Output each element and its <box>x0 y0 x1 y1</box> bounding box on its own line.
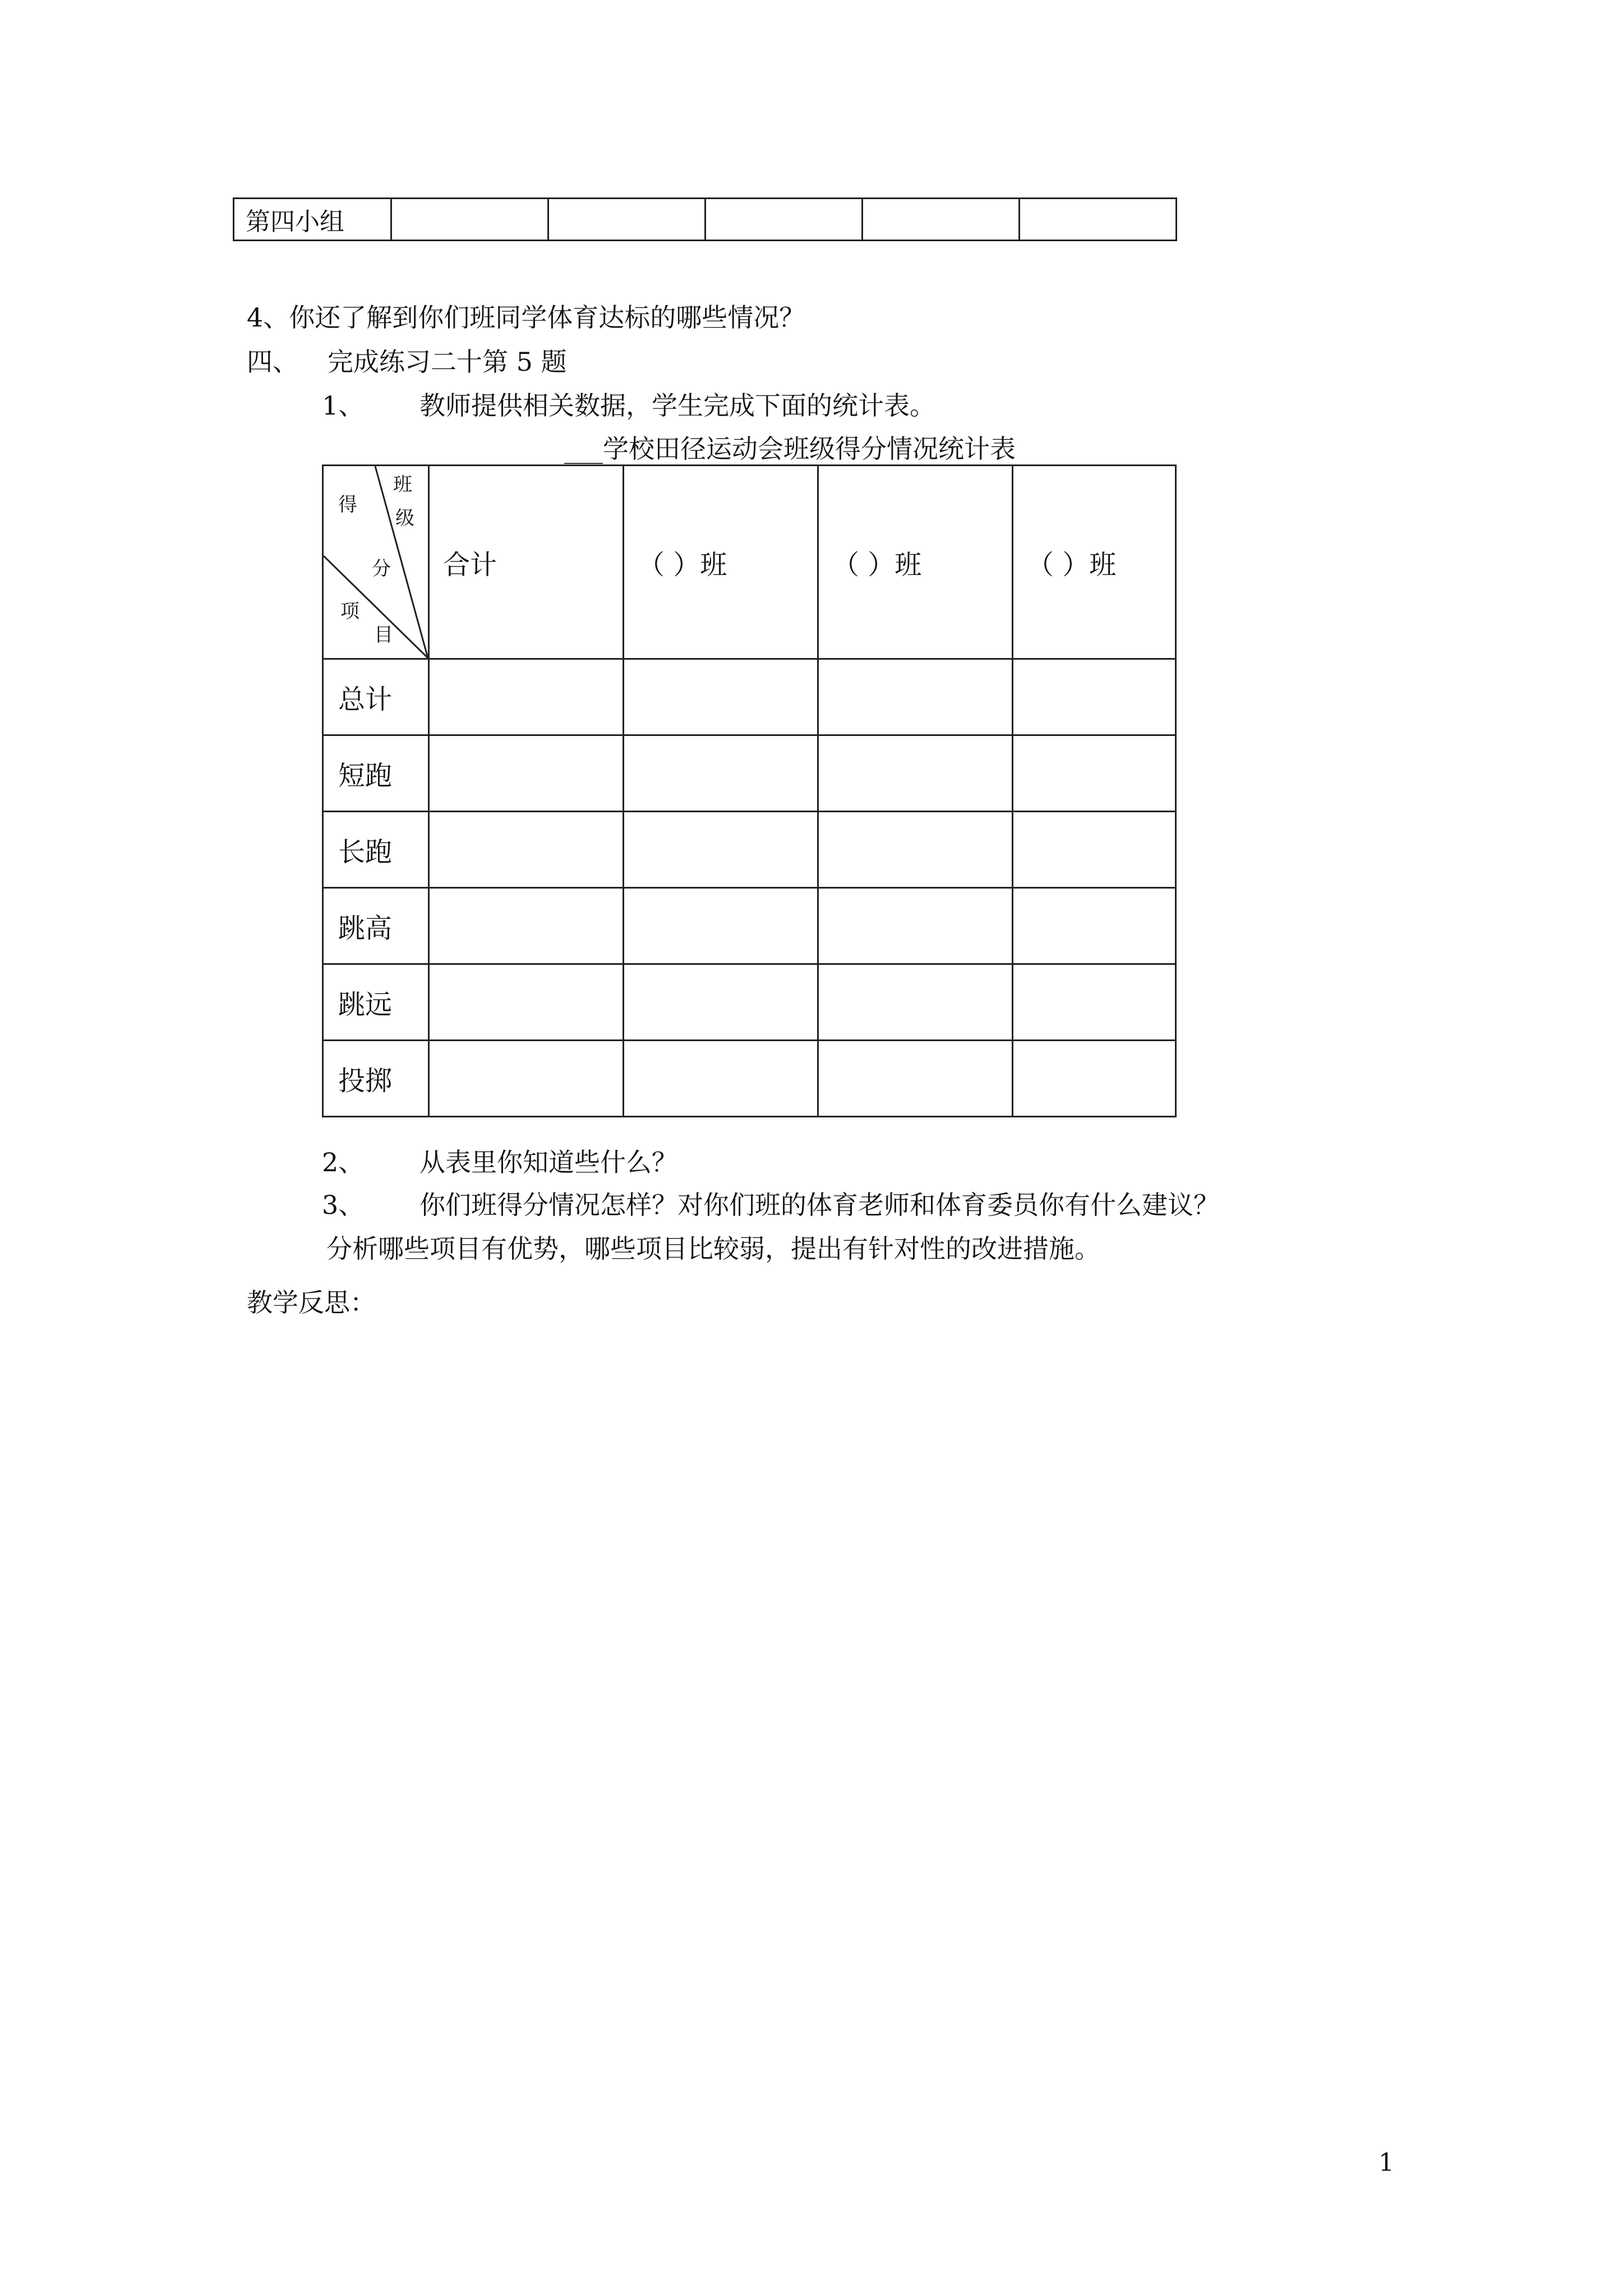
header-total: 合计 <box>429 466 624 659</box>
table-cell <box>818 964 1013 1041</box>
diagonal-header-cell <box>323 466 429 659</box>
table-cell <box>1013 888 1176 964</box>
table-row <box>323 888 1176 964</box>
question-4: 4、你还了解到你们班同学体育达标的哪些情况？ <box>247 302 805 333</box>
page-number: 1 <box>1378 2148 1394 2177</box>
table-row <box>323 1041 1176 1117</box>
table-row <box>323 812 1176 888</box>
table-cell <box>624 1041 818 1117</box>
row-label: 跳高 <box>323 888 429 964</box>
header-class-2: （ ）班 <box>818 466 1013 659</box>
score-stats-table <box>322 464 1177 1117</box>
corner-label-de: 得 <box>338 494 357 516</box>
table-cell <box>624 888 818 964</box>
group-label: 第四小组 <box>234 199 391 241</box>
item-1-text: 教师提供相关数据，学生完成下面的统计表。 <box>419 390 935 421</box>
table-cell <box>1013 812 1176 888</box>
group-table <box>233 197 1177 241</box>
corner-label-mu: 目 <box>374 624 393 646</box>
table-cell <box>624 812 818 888</box>
corner-label-ji: 级 <box>395 507 414 530</box>
table-cell <box>624 735 818 812</box>
table-cell <box>429 735 624 812</box>
row-label: 总计 <box>323 659 429 735</box>
table-cell <box>1013 1041 1176 1117</box>
header-class-3: （ ）班 <box>1013 466 1176 659</box>
table-cell <box>818 888 1013 964</box>
table-cell <box>818 812 1013 888</box>
section-4-number: 四、 <box>247 347 298 377</box>
corner-label-xiang: 项 <box>340 600 359 623</box>
table-row <box>323 735 1176 812</box>
item-3-continuation: 分析哪些项目有优势，哪些项目比较弱，提出有针对性的改进措施。 <box>326 1234 1100 1264</box>
table-header-row <box>323 466 1176 659</box>
table-row <box>234 199 1177 241</box>
table-cell <box>429 1041 624 1117</box>
row-label: 长跑 <box>323 812 429 888</box>
teaching-reflection: 教学反思： <box>247 1287 376 1318</box>
table-cell <box>818 659 1013 735</box>
table-title: ___学校田径运动会班级得分情况统计表 <box>564 434 1016 464</box>
section-4-text: 完成练习二十第 5 题 <box>328 347 567 377</box>
table-row <box>323 964 1176 1041</box>
row-label: 跳远 <box>323 964 429 1041</box>
table-cell <box>706 199 863 241</box>
header-class-1: （ ）班 <box>624 466 818 659</box>
table-cell <box>429 964 624 1041</box>
table-cell <box>1020 199 1177 241</box>
item-1-number: 1、 <box>322 390 365 421</box>
corner-label-fen: 分 <box>372 558 391 580</box>
row-label: 投掷 <box>323 1041 429 1117</box>
item-3-text: 你们班得分情况怎样？对你们班的体育老师和体育委员你有什么建议？ <box>419 1190 1219 1220</box>
item-3-number: 3、 <box>322 1190 365 1220</box>
table-cell <box>1013 964 1176 1041</box>
table-cell <box>818 735 1013 812</box>
table-cell <box>391 199 548 241</box>
table-cell <box>429 888 624 964</box>
table-cell <box>863 199 1020 241</box>
table-cell <box>548 199 706 241</box>
item-2-text: 从表里你知道些什么？ <box>419 1147 677 1177</box>
item-2-number: 2、 <box>322 1147 365 1177</box>
table-cell <box>429 659 624 735</box>
table-row <box>323 659 1176 735</box>
table-cell <box>624 964 818 1041</box>
table-cell <box>624 659 818 735</box>
corner-label-ban: 班 <box>393 473 412 496</box>
table-cell <box>1013 659 1176 735</box>
table-cell <box>818 1041 1013 1117</box>
table-cell <box>429 812 624 888</box>
table-cell <box>1013 735 1176 812</box>
row-label: 短跑 <box>323 735 429 812</box>
